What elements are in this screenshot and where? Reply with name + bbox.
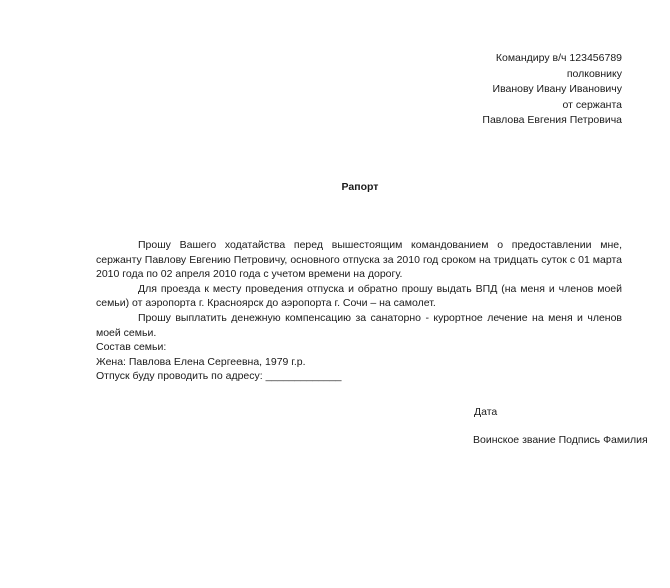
addressee-block bbox=[482, 51, 622, 129]
family-heading: Состав семьи: bbox=[96, 341, 167, 354]
family-member: Жена: Павлова Елена Сергеевна, 1979 г.р. bbox=[96, 355, 306, 368]
addressee-unit-commander: Командиру в/ч 123456789 bbox=[495, 52, 622, 64]
document-body bbox=[96, 238, 622, 384]
sender-rank: от сержанта bbox=[562, 98, 622, 111]
compensation-paragraph: Прошу выплатить денежную компенсацию за санаторно - курортное лечение на меня и членов моей семьи. bbox=[96, 311, 622, 339]
document-title: Рапорт bbox=[341, 181, 379, 193]
leave-request-paragraph: Прошу Вашего ходатайства перед вышестоящим командованием о предоставлении мне, сержанту Павлову Евгению Петровичу, основного отпуска за 2010 год сроком на тридцать суток с 01 марта 2010 года по 02 апреля 2010 года с учетом времени на дорогу. bbox=[96, 239, 622, 281]
signature-line: Воинское звание Подпись Фамилия bbox=[473, 434, 648, 446]
addressee-rank: полковнику bbox=[566, 67, 622, 80]
vacation-address: Отпуск буду проводить по адресу: _____________ bbox=[96, 370, 342, 383]
sender-name: Павлова Евгения Петровича bbox=[482, 114, 622, 126]
addressee-name: Иванову Ивану Ивановичу bbox=[492, 83, 622, 95]
travel-paragraph: Для проезда к месту проведения отпуска и обратно прошу выдать ВПД (на меня и членов моей семьи) от аэропорта г. Красноярск до аэропорта г. Сочи – на самолет. bbox=[96, 282, 622, 310]
date-label: Дата bbox=[474, 406, 498, 418]
